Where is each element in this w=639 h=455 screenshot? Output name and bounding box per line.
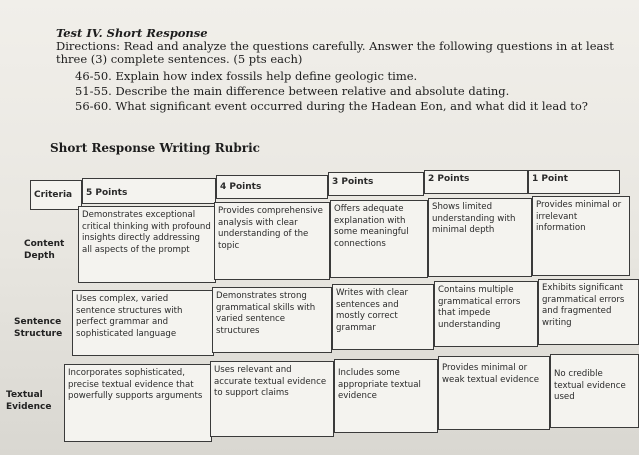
header-criteria: Criteria [30,180,82,210]
content-depth-5: Demonstrates exceptional critical thinking with profound insights directly addressing all aspects of the prompt [78,206,216,283]
row-label-content-depth: Content Depth [24,239,65,261]
textual-evidence-5: Incorporates sophisticated, precise textual evidence that powerfully supports arguments [64,364,212,442]
question-1: 46-50. Explain how index fossils help define geologic time. [75,69,418,83]
header-4-points: 4 Points [216,175,328,199]
sentence-structure-5: Uses complex, varied sentence structures with perfect grammar and sophisticated language [72,290,214,356]
textual-evidence-3: Includes some appropriate textual evidence [334,359,438,433]
textual-evidence-2: Provides minimal or weak textual evidence [438,356,550,430]
content-depth-2: Shows limited understanding with minimal depth [428,198,532,277]
header-1-point: 1 Point [528,170,620,194]
header-3-points: 3 Points [328,172,424,196]
content-depth-1: Provides minimal or irrelevant information [532,196,630,276]
sentence-structure-4: Demonstrates strong grammatical skills with varied sentence structures [212,287,332,353]
header-2-points: 2 Points [424,170,528,194]
rubric-title: Short Response Writing Rubric [50,141,260,155]
sentence-structure-2: Contains multiple grammatical errors that impede understanding [434,281,538,347]
content-depth-3: Offers adequate explanation with some meaningful connections [330,200,428,278]
test-title: Test IV. Short Response [56,26,208,40]
content-depth-4: Provides comprehensive analysis with clear understanding of the topic [214,202,330,280]
row-label-textual-evidence: Textual Evidence [6,390,52,412]
question-2: 51-55. Describe the main difference between relative and absolute dating. [75,84,510,98]
row-label-sentence-structure: Sentence Structure [14,317,63,339]
sentence-structure-1: Exhibits significant grammatical errors and fragmented writing [538,279,639,345]
directions-text: Directions: Read and analyze the questions carefully. Answer the following questions in at least three (3) complete sentences. (5 pts each) [56,39,614,66]
question-3: 56-60. What significant event occurred during the Hadean Eon, and what did it lead to? [75,99,588,113]
header-5-points: 5 Points [82,178,216,204]
textual-evidence-1: No credible textual evidence used [550,354,639,428]
textual-evidence-4: Uses relevant and accurate textual evidence to support claims [210,361,334,437]
sentence-structure-3: Writes with clear sentences and mostly correct grammar [332,284,434,350]
